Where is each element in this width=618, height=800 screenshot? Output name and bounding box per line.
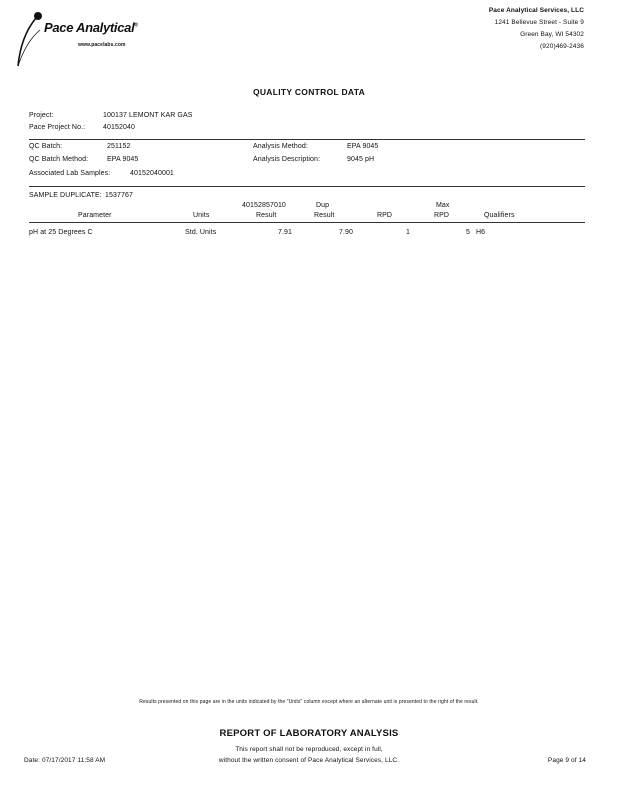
project-value: 100137 LEMONT KAR GAS <box>103 112 193 119</box>
report-date: Date: 07/17/2017 11:58 AM <box>24 757 106 764</box>
page-number: Page 9 of 14 <box>547 757 586 764</box>
section-divider <box>29 186 585 187</box>
analysis-description-label: Analysis Description: <box>253 156 321 163</box>
qc-batch-label: QC Batch: <box>29 143 63 150</box>
company-logo-text: Pace Analytical® <box>44 20 138 35</box>
sample-duplicate-label: SAMPLE DUPLICATE: <box>29 192 102 199</box>
col-dup-top: Dup <box>316 202 330 209</box>
col-result-top: 40152857010 <box>242 202 286 209</box>
col-max-top: Max <box>436 202 450 209</box>
analysis-description-value: 9045 pH <box>347 156 375 163</box>
copy-note-line2: without the written consent of Pace Analytical Services, LLC. <box>218 757 400 764</box>
associated-samples-value: 40152040001 <box>130 170 174 177</box>
company-address-line1: 1241 Bellevue Street - Suite 9 <box>494 19 584 26</box>
company-name: Pace Analytical Services, LLC <box>488 7 584 14</box>
col-max-rpd-header: RPD <box>434 212 450 219</box>
report-title: REPORT OF LABORATORY ANALYSIS <box>219 728 399 739</box>
section-divider <box>29 139 585 140</box>
company-address-line2: Green Bay, WI 54302 <box>520 31 584 38</box>
associated-samples-label: Associated Lab Samples: <box>29 170 111 177</box>
results-note: Results presented on this page are in the units indicated by the "Units" column except where an alternate unit is presented to the right of the result. <box>139 699 479 705</box>
qc-batch-value: 251152 <box>107 143 131 150</box>
qc-batch-method-value: EPA 9045 <box>107 156 139 163</box>
row-units: Std. Units <box>185 229 217 236</box>
row-qualifiers: H6 <box>476 229 486 236</box>
pace-project-value: 40152040 <box>103 124 135 131</box>
copy-note-line1: This report shall not be reproduced, except in full, <box>235 746 383 753</box>
sample-duplicate-value: 1537767 <box>105 192 133 199</box>
col-units-header: Units <box>193 212 210 219</box>
row-result: 7.91 <box>277 229 292 236</box>
row-dup-result: 7.90 <box>338 229 353 236</box>
pace-logo-icon <box>14 10 54 68</box>
col-qualifiers-header: Qualifiers <box>484 212 515 219</box>
pace-project-label: Pace Project No.: <box>29 124 86 131</box>
row-max-rpd: 5 <box>466 229 470 236</box>
col-dup-result-header: Result <box>314 212 335 219</box>
qc-batch-method-label: QC Batch Method: <box>29 156 89 163</box>
analysis-method-value: EPA 9045 <box>347 143 379 150</box>
analysis-method-label: Analysis Method: <box>253 143 308 150</box>
table-header-divider <box>29 222 585 223</box>
row-rpd: 1 <box>406 229 410 236</box>
project-label: Project: <box>29 112 54 119</box>
company-website: www.pacelabs.com <box>78 42 126 48</box>
document-title: QUALITY CONTROL DATA <box>252 87 366 97</box>
row-parameter: pH at 25 Degrees C <box>29 229 93 236</box>
col-rpd-header: RPD <box>377 212 393 219</box>
col-parameter-header: Parameter <box>78 212 112 219</box>
company-phone: (920)469-2436 <box>540 43 584 50</box>
col-result-header: Result <box>256 212 277 219</box>
